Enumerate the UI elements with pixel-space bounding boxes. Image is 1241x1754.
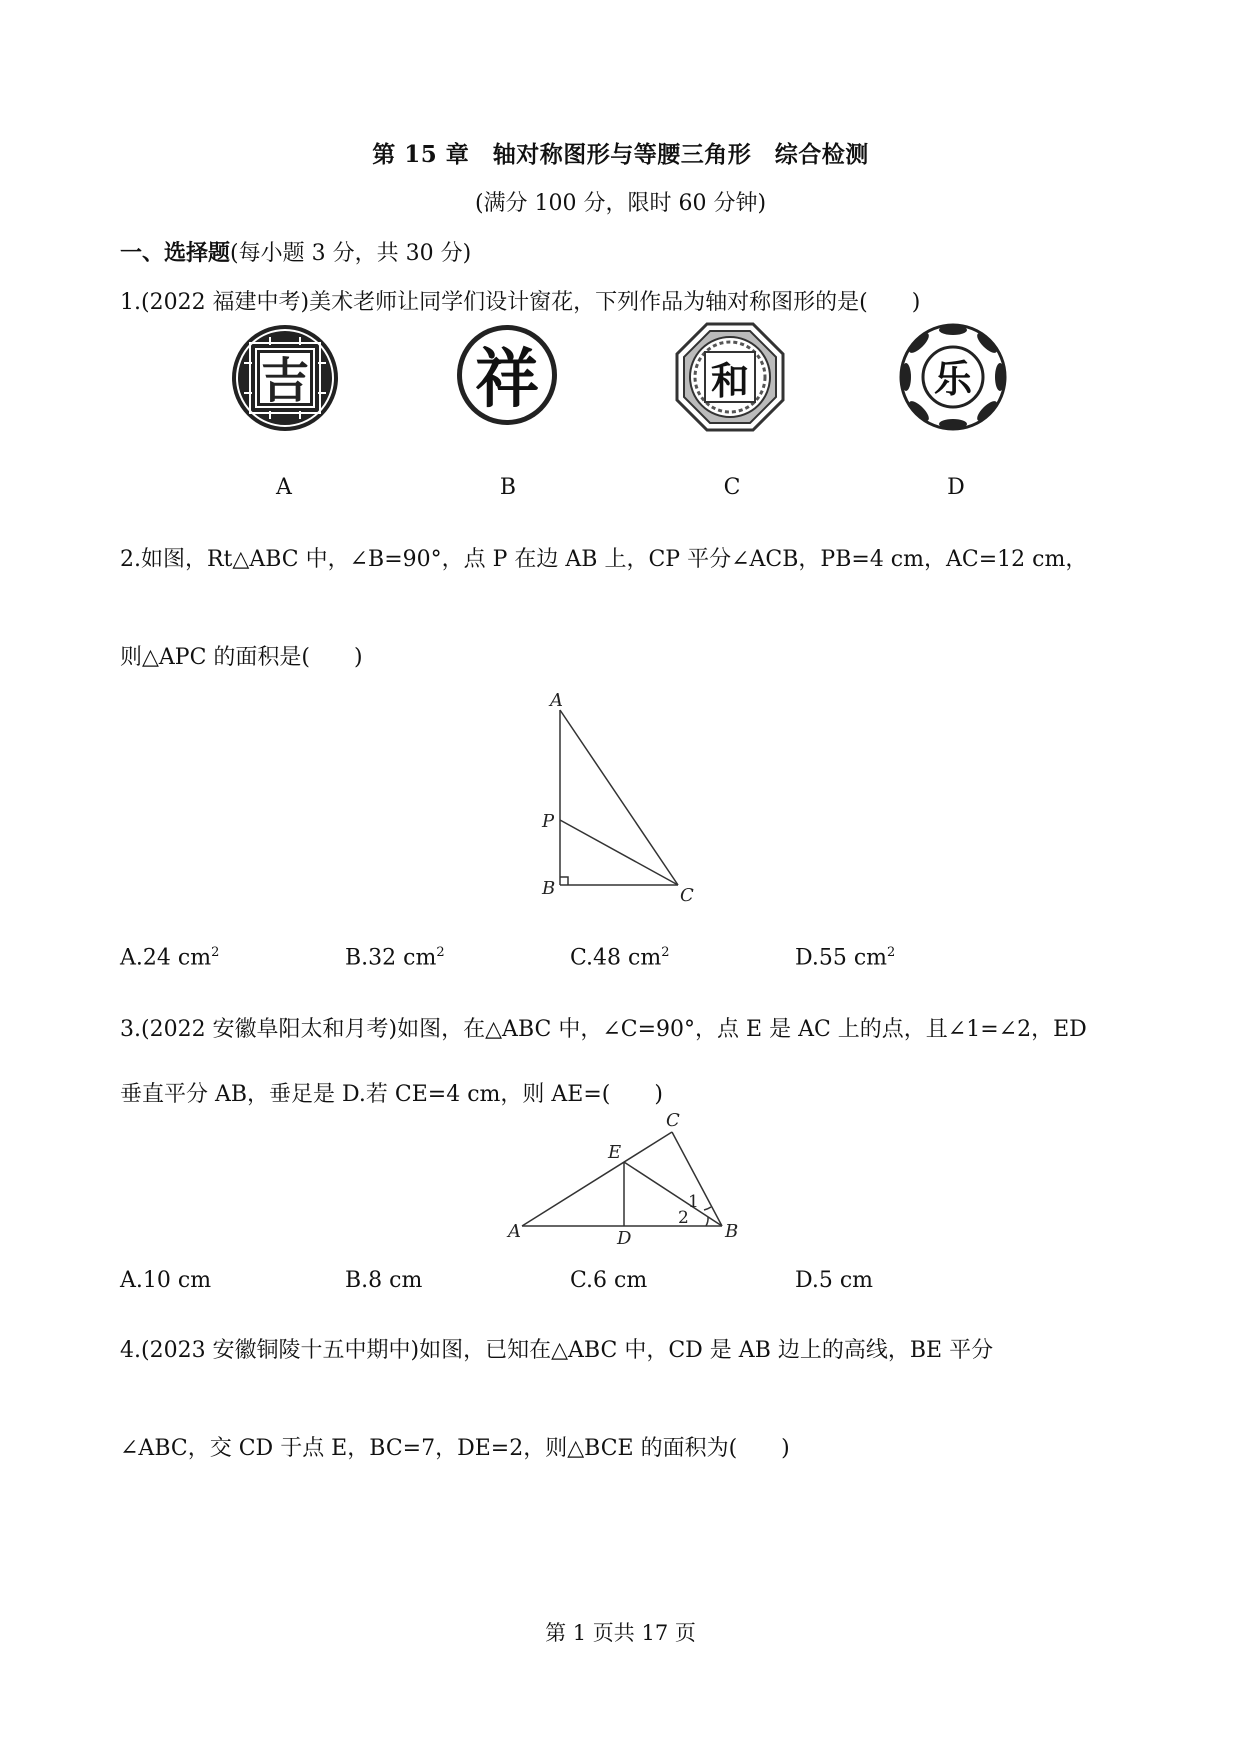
papercut-d-char: 乐	[933, 357, 973, 401]
question-1-text: 1.(2022 福建中考)美术老师让同学们设计窗花，下列作品为轴对称图形的是( )	[120, 290, 921, 315]
question-2-option-a	[120, 945, 219, 970]
papercut-option-a-image	[230, 323, 340, 433]
exam-subtitle: (满分 100 分，限时 60 分钟)	[474, 191, 767, 216]
question-2-option-d	[795, 945, 895, 970]
papercut-option-d-image	[898, 322, 1008, 432]
question-4-line-1: 4.(2023 安徽铜陵十五中期中)如图，已知在△ABC 中，CD 是 AB 边上的高线，BE 平分	[120, 1338, 994, 1363]
q2-option-a-sup: 2	[211, 945, 220, 960]
option-a-label: A	[276, 475, 292, 500]
question-3-option-d: D.5 cm	[795, 1268, 874, 1293]
papercut-option-c-image	[675, 322, 785, 432]
q3-label-e: E	[608, 1142, 622, 1163]
papercut-option-b-image	[455, 323, 559, 427]
q3-label-d: D	[617, 1228, 632, 1245]
q2-label-a: A	[550, 690, 563, 711]
question-2-line-2: 则△APC 的面积是( )	[120, 645, 363, 670]
section-heading-title: 一、选择题	[120, 240, 231, 266]
question-3-line-1: 3.(2022 安徽阜阳太和月考)如图，在△ABC 中，∠C=90°，点 E 是 AC 上的点，且∠1=∠2，ED	[120, 1017, 1087, 1042]
q2-label-p: P	[542, 811, 555, 832]
q2-label-c: C	[680, 885, 694, 906]
exam-title: 第 15 章 轴对称图形与等腰三角形 综合检测	[372, 141, 869, 168]
question-3-line-2: 垂直平分 AB，垂足是 D.若 CE=4 cm，则 AE=( )	[120, 1082, 663, 1107]
section-heading-note: (每小题 3 分，共 30 分)	[230, 241, 472, 266]
q2-option-b-text: B.32 cm	[345, 945, 437, 971]
q3-label-c: C	[666, 1110, 680, 1131]
q3-label-a: A	[508, 1221, 521, 1242]
papercut-b-char: 祥	[475, 342, 539, 417]
section-heading	[120, 236, 471, 267]
q2-option-d-text: D.55 cm	[795, 945, 888, 971]
question-2-triangle-figure	[530, 690, 710, 910]
q2-option-c-text: C.48 cm	[570, 945, 662, 971]
q2-option-c-sup: 2	[661, 945, 670, 960]
question-3-option-b: B.8 cm	[345, 1268, 423, 1293]
question-3-triangle-figure	[500, 1110, 750, 1245]
q2-option-a-text: A.24 cm	[120, 945, 212, 971]
q3-label-angle-2: 2	[678, 1208, 689, 1228]
question-2-line-1: 2.如图，Rt△ABC 中，∠B=90°，点 P 在边 AB 上，CP 平分∠ACB，PB=4 cm，AC=12 cm，	[120, 547, 1088, 572]
q2-option-b-sup: 2	[436, 945, 445, 960]
page-footer: 第 1 页共 17 页	[545, 1621, 696, 1645]
q3-label-angle-1: 1	[688, 1192, 699, 1212]
question-3-option-c: C.6 cm	[570, 1268, 648, 1293]
question-3-option-a: A.10 cm	[120, 1268, 212, 1293]
option-d-label: D	[947, 475, 965, 500]
q2-option-d-sup: 2	[887, 945, 896, 960]
option-b-label: B	[499, 475, 517, 500]
q3-label-b: B	[725, 1221, 739, 1242]
question-4-line-2: ∠ABC，交 CD 于点 E，BC=7，DE=2，则△BCE 的面积为( )	[120, 1436, 790, 1461]
papercut-c-char: 和	[710, 359, 750, 403]
question-2-option-c	[570, 945, 670, 970]
papercut-a-char: 吉	[260, 353, 310, 409]
q2-label-b: B	[542, 878, 556, 899]
question-2-option-b	[345, 945, 445, 970]
option-c-label: C	[723, 475, 741, 500]
